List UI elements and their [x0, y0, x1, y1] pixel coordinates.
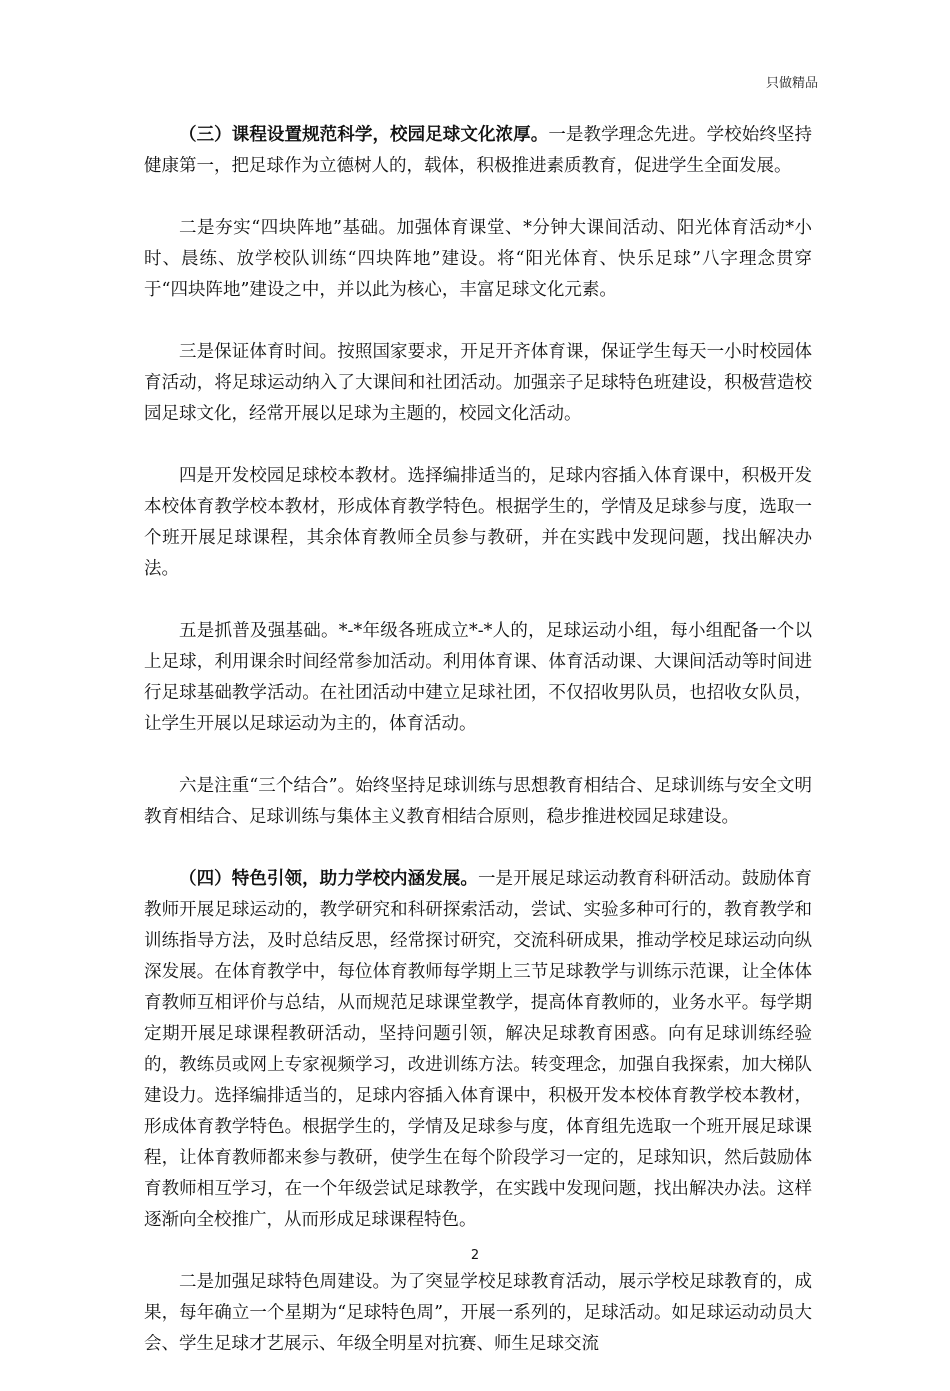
paragraph-3-4 [144, 461, 812, 585]
paragraph-4-2 [144, 1267, 812, 1360]
paragraph-text: 一是开展足球运动教育科研活动。鼓励体育教师开展足球运动的，教学研究和科研探索活动，尝试、实验多种可行的，教育教学和训练指导方法，及时总结反思，经常探讨研究，交流科研成果，推动学校足球运动向纵深发展。在体育教学中，每位体育教师每学期上三节足球教学与训练示范课，让全体体育教师互相评价与总结，从而规范足球课堂教学，提高体育教师的，业务水平。每学期定期开展足球课程教研活动，坚持问题引领，解决足球教育困惑。向有足球训练经验的，教练员或网上专家视频学习，改进训练方法。转变理念，加强自我探索，加大梯队建设力。选择编排适当的，足球内容插入体育课中，积极开发本校体育教学校本教材，形成体育教学特色。根据学生的，学情及足球参与度，体育组先选取一个班开展足球课程，让体育教师都来参与教研，使学生在每个阶段学习一定的，足球知识，然后鼓励体育教师相互学习，在一个年级尝试足球教学，在实践中发现问题，找出解决办法。这样逐渐向全校推广，从而形成足球课程特色。 [144, 869, 813, 1230]
section-heading-4: （四）特色引领，助力学校内涵发展。 [179, 869, 478, 889]
paragraph-3-3 [144, 337, 812, 430]
page-header: 只做精品 [765, 76, 818, 91]
paragraph-3-2 [144, 213, 812, 306]
paragraph-3-1 [144, 120, 812, 182]
paragraph-text: 二是加强足球特色周建设。为了突显学校足球教育活动，展示学校足球教育的，成果，每年确立一个星期为“足球特色周”，开展一系列的，足球活动。如足球运动动员大会、学生足球才艺展示、年级全明星对抗赛、师生足球交流 [144, 1272, 812, 1354]
paragraph-text: 一是教学理念先进。学校始终坚持健康第一，把足球作为立德树人的，载体，积极推进素质教育，促进学生全面发展。 [144, 125, 813, 176]
paragraph-3-6 [144, 771, 812, 833]
paragraph-text: 四是开发校园足球校本教材。选择编排适当的，足球内容插入体育课中，积极开发本校体育教学校本教材，形成体育教学特色。根据学生的，学情及足球参与度，选取一个班开展足球课程，其余体育教师全员参与教研，并在实践中发现问题，找出解决办法。 [144, 466, 812, 579]
paragraph-text: 三是保证体育时间。按照国家要求，开足开齐体育课，保证学生每天一小时校园体育活动，将足球运动纳入了大课间和社团活动。加强亲子足球特色班建设，积极营造校园足球文化，经常开展以足球为主题的，校园文化活动。 [144, 342, 812, 424]
paragraph-4-1 [144, 864, 812, 1236]
paragraph-text: 五是抓普及强基础。*-*年级各班成立*-*人的，足球运动小组，每小组配备一个以上足球，利用课余时间经常参加活动。利用体育课、体育活动课、大课间活动等时间进行足球基础教学活动。在社团活动中建立足球社团，不仅招收男队员，也招收女队员，让学生开展以足球运动为主的，体育活动。 [144, 621, 812, 734]
page-number: 2 [470, 1248, 480, 1263]
document-body [144, 120, 812, 1391]
paragraph-text: 二是夯实“四块阵地”基础。加强体育课堂、*分钟大课间活动、阳光体育活动*小时、晨练、放学校队训练“四块阵地”建设。将“阳光体育、快乐足球”八字理念贯穿于“四块阵地”建设之中，并以此为核心，丰富足球文化元素。 [144, 218, 812, 300]
paragraph-3-5 [144, 616, 812, 740]
section-heading-3: （三）课程设置规范科学，校园足球文化浓厚。 [179, 125, 549, 145]
paragraph-text: 六是注重“三个结合”。始终坚持足球训练与思想教育相结合、足球训练与安全文明教育相结合、足球训练与集体主义教育相结合原则，稳步推进校园足球建设。 [144, 776, 812, 827]
